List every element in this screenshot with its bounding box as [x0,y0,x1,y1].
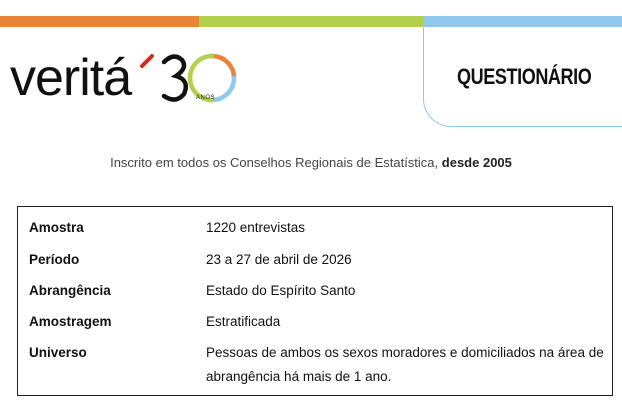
logo-anos-label: ANOS [196,95,216,101]
tagline [0,155,622,170]
info-label: Amostragem [29,314,112,329]
survey-info-box [17,206,613,396]
info-value: 1220 entrevistas [206,220,306,235]
logo-accent-mark [140,54,154,68]
info-label: Amostra [29,220,84,235]
page-title: QUESTIONÁRIO [457,64,592,89]
info-label: Universo [29,345,87,360]
tagline-bold: desde 2005 [441,155,512,170]
info-value: Estado do Espírito Santo [206,283,356,298]
top-stripe-green [199,16,423,27]
verita-logo [10,50,240,112]
top-stripe-orange [0,16,199,27]
info-value: 23 a 27 de abril de 2026 [206,252,352,267]
logo-wordmark: veritá [10,49,132,107]
info-label: Abrangência [29,283,111,298]
info-label: Período [29,252,80,267]
info-value: Estratificada [206,314,281,329]
info-value: Pessoas de ambos os sexos moradores e domiciliados na área de abrangência há mais de 1 ano. [206,345,604,384]
top-stripe-blue [423,16,622,27]
tagline-text: Inscrito em todos os Conselhos Regionais de Estatística, [110,155,439,170]
